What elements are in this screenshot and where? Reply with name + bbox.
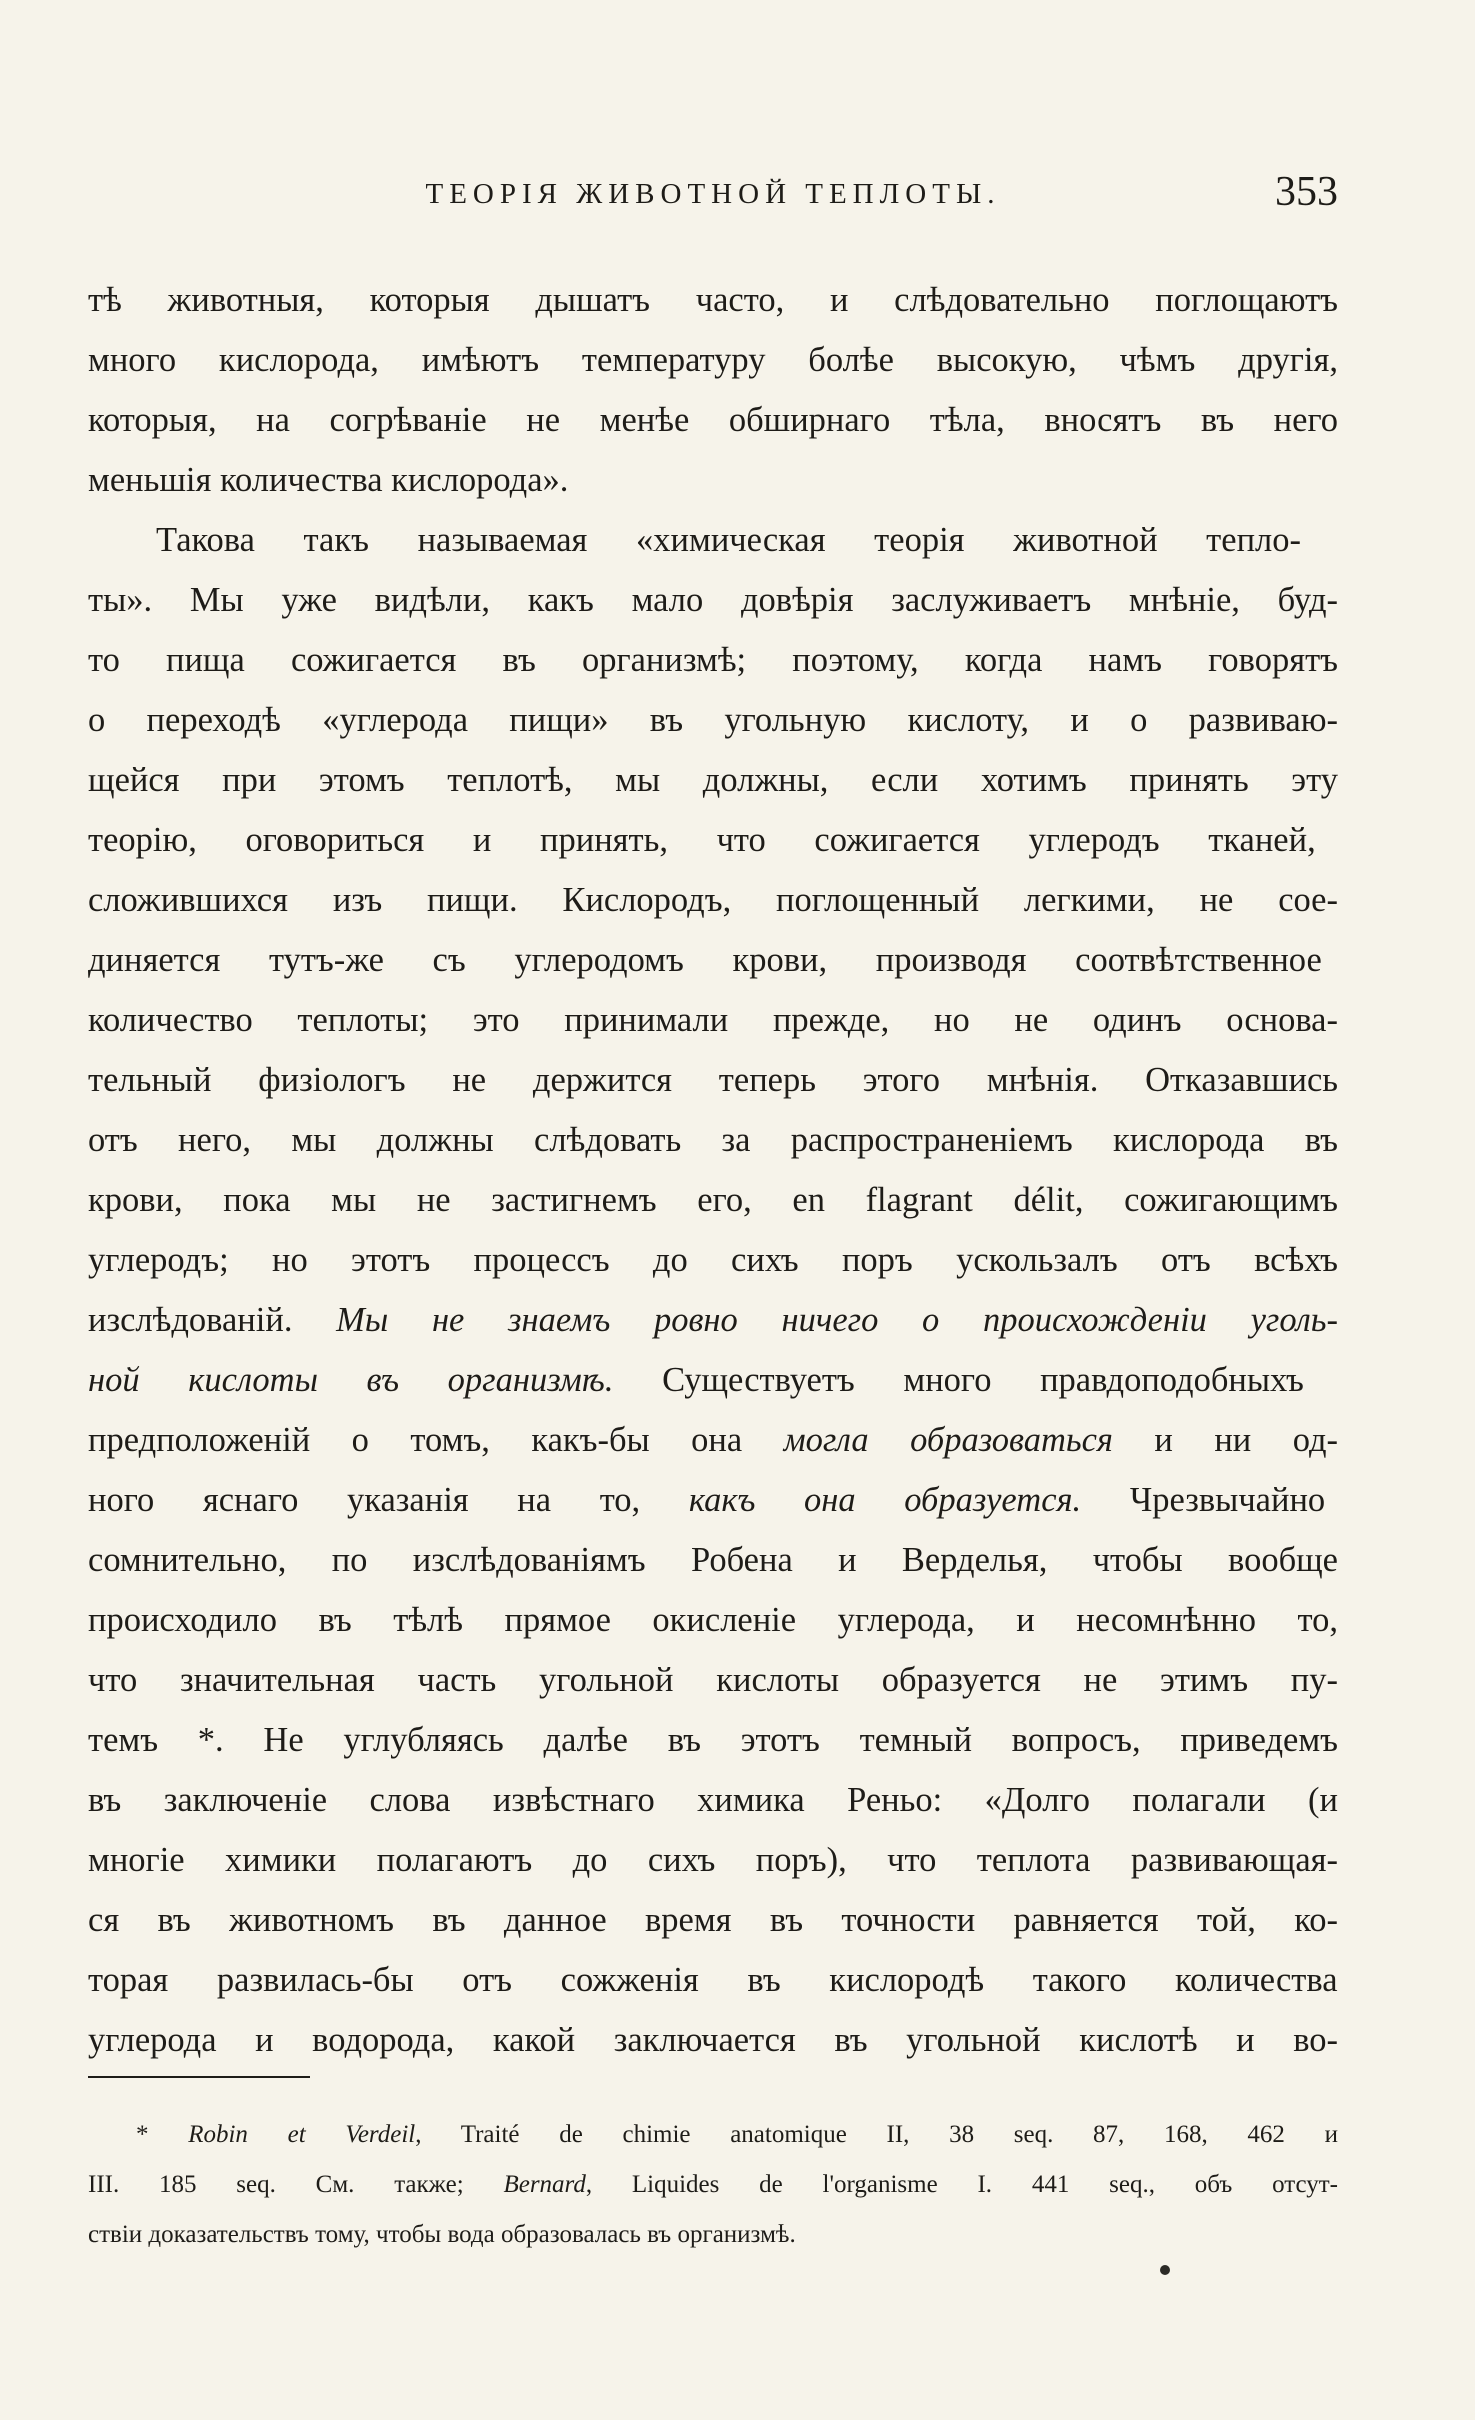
text-line: которыя, на согрѣваніе не менѣе обширнаго тѣла, вносятъ въ него [88,401,1338,439]
text-line: ного яснаго указанія на то, какъ она образуется. Чрезвычайно [88,1481,1326,1519]
italic-emphasis: какъ она образуется. [688,1481,1082,1519]
footnote [88,2110,1338,2260]
text-line: тѣ животныя, которыя дышатъ часто, и слѣдовательно поглощаютъ [88,281,1338,319]
text-line: въ заключеніе слова извѣстнаго химика Реньо: «Долго полагали (и [88,1781,1338,1819]
italic-emphasis: Мы не знаемъ ровно ничего о происхожденіи уголь- [336,1301,1338,1339]
paragraph-start-line: Такова такъ называемая «химическая теорія животной тепло- [156,521,1301,559]
text-line: углеродъ; но этотъ процессъ до сихъ поръ ускользалъ отъ всѣхъ [88,1241,1338,1279]
text-line: ной кислоты въ организмѣ. Существуетъ много правдоподобныхъ [88,1361,1304,1399]
french-phrase: en flagrant délit [792,1181,1075,1219]
text-line: сомнительно, по изслѣдованіямъ Робена и Верделья, чтобы вообще [88,1541,1338,1579]
text-line: щейся при этомъ теплотѣ, мы должны, если хотимъ принять эту [88,761,1338,799]
page-number: 353 [1275,169,1338,215]
ink-dot [1160,2265,1170,2275]
text-line: ты». Мы уже видѣли, какъ мало довѣрія заслуживаетъ мнѣніе, буд- [88,581,1338,619]
running-head: ТЕОРІЯ ЖИВОТНОЙ ТЕПЛОТЫ. [425,178,1001,210]
text-line: сложившихся изъ пищи. Кислородъ, поглощенный легкими, не сое- [88,881,1338,919]
author-name: Robin et Verdeil [188,2121,416,2148]
text-line: углерода и водорода, какой заключается въ угольной кислотѣ и во- [88,2021,1338,2059]
footnote-line: * Robin et Verdeil, Traité de chimie anatomique II, 38 seq. 87, 168, 462 и [136,2121,1338,2148]
text-line: тельный физіологъ не держится теперь этого мнѣнія. Отказавшись [88,1061,1338,1099]
footnote-divider [88,2076,310,2078]
text-line: диняется тутъ-же съ углеродомъ крови, производя соотвѣтственное [88,941,1322,979]
text-line: торая развилась-бы отъ сожженія въ кислородѣ такого количества [88,1961,1338,1999]
text-line: много кислорода, имѣютъ температуру болѣе высокую, чѣмъ другія, [88,341,1338,379]
text-line: изслѣдованій. Мы не знаемъ ровно ничего о происхожденіи уголь- [88,1301,1338,1339]
text-line: что значительная часть угольной кислоты образуется не этимъ пу- [88,1661,1338,1699]
text-line: теорію, оговориться и принять, что сожигается углеродъ тканей, [88,821,1316,859]
text-line: о переходѣ «углерода пищи» въ угольную кислоту, и о развиваю- [88,701,1338,739]
author-name: Bernard [503,2171,586,2198]
text-line: многіе химики полагаютъ до сихъ поръ), что теплота развивающая- [88,1841,1338,1879]
page-header [88,168,1338,218]
text-line: то пища сожигается въ организмѣ; поэтому, когда намъ говорятъ [88,641,1338,679]
italic-emphasis: ной кислоты въ организмѣ. [88,1361,614,1399]
text-line: крови, пока мы не застигнемъ его, en flagrant délit, сожигающимъ [88,1181,1339,1219]
text-line: темъ *. Не углубляясь далѣе въ этотъ темный вопросъ, приведемъ [88,1721,1338,1759]
text-line: количество теплоты; это принимали прежде, но не одинъ основа- [88,1001,1338,1039]
text-line: происходило въ тѣлѣ прямое окисленіе углерода, и несомнѣнно то, [88,1601,1338,1639]
text-line: меньшія количества кислорода». [88,461,569,499]
footnote-line: III. 185 seq. См. также; Bernard, Liquides de l'organisme I. 441 seq., объ отсут- [88,2171,1338,2198]
italic-emphasis: могла образоваться [783,1421,1113,1459]
text-line: предположеній о томъ, какъ-бы она могла образоваться и ни од- [88,1421,1339,1459]
footnote-line: ствіи доказательствъ тому, чтобы вода образовалась въ организмѣ. [88,2221,796,2248]
text-line: ся въ животномъ въ данное время въ точности равняется той, ко- [88,1901,1338,1939]
text-line: отъ него, мы должны слѣдовать за распространеніемъ кислорода въ [88,1121,1338,1159]
body-text [88,270,1338,2070]
